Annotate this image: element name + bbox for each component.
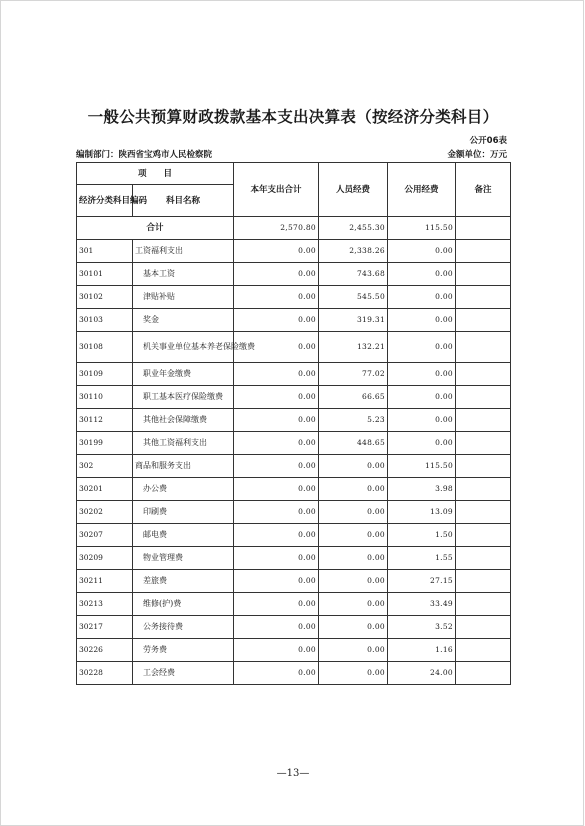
row-public: 3.98	[388, 478, 456, 501]
page-number: —13—	[276, 768, 310, 779]
table-row	[77, 501, 511, 524]
row-total: 0.00	[234, 501, 319, 524]
row-code: 30207	[77, 524, 133, 547]
row-remark	[456, 386, 511, 409]
document-title: 一般公共预算财政拨款基本支出决算表（按经济分类科目）	[87, 108, 499, 126]
row-name: 工资福利支出	[133, 240, 234, 263]
table-row	[77, 524, 511, 547]
row-personnel: 448.65	[319, 432, 388, 455]
row-remark	[456, 240, 511, 263]
row-total: 0.00	[234, 363, 319, 386]
row-name: 工会经费	[133, 662, 234, 685]
row-name: 维修(护)费	[133, 593, 234, 616]
row-remark	[456, 524, 511, 547]
row-total: 0.00	[234, 547, 319, 570]
row-code: 30202	[77, 501, 133, 524]
row-remark	[456, 309, 511, 332]
table-row	[77, 478, 511, 501]
total-personnel: 2,455.30	[319, 217, 388, 240]
row-personnel: 77.02	[319, 363, 388, 386]
row-personnel: 132.21	[319, 332, 388, 363]
row-personnel: 2,338.26	[319, 240, 388, 263]
row-code: 30110	[77, 386, 133, 409]
row-personnel: 0.00	[319, 547, 388, 570]
table-row	[77, 363, 511, 386]
row-remark	[456, 363, 511, 386]
table-row	[77, 309, 511, 332]
row-total: 0.00	[234, 593, 319, 616]
row-personnel: 743.68	[319, 263, 388, 286]
row-total: 0.00	[234, 432, 319, 455]
header-personnel: 人员经费	[319, 163, 388, 217]
row-remark	[456, 286, 511, 309]
row-name: 商品和服务支出	[133, 455, 234, 478]
meta-row	[76, 148, 510, 160]
row-public: 0.00	[388, 240, 456, 263]
row-personnel: 5.23	[319, 409, 388, 432]
row-public: 27.15	[388, 570, 456, 593]
row-name: 公务接待费	[133, 616, 234, 639]
row-total: 0.00	[234, 409, 319, 432]
row-total: 0.00	[234, 386, 319, 409]
row-personnel: 66.65	[319, 386, 388, 409]
table-row	[77, 639, 511, 662]
row-public: 0.00	[388, 363, 456, 386]
row-personnel: 0.00	[319, 616, 388, 639]
table-row	[77, 570, 511, 593]
row-personnel: 0.00	[319, 662, 388, 685]
table-row	[77, 409, 511, 432]
row-remark	[456, 662, 511, 685]
row-total: 0.00	[234, 240, 319, 263]
row-total: 0.00	[234, 263, 319, 286]
table-row	[77, 455, 511, 478]
row-personnel: 545.50	[319, 286, 388, 309]
row-public: 33.49	[388, 593, 456, 616]
row-remark	[456, 501, 511, 524]
row-personnel: 0.00	[319, 593, 388, 616]
row-remark	[456, 478, 511, 501]
total-amount: 2,570.80	[234, 217, 319, 240]
row-total: 0.00	[234, 478, 319, 501]
row-public: 0.00	[388, 386, 456, 409]
total-label: 合计	[77, 217, 234, 240]
row-public: 0.00	[388, 409, 456, 432]
table-row	[77, 616, 511, 639]
row-public: 1.55	[388, 547, 456, 570]
row-total: 0.00	[234, 616, 319, 639]
row-remark	[456, 639, 511, 662]
row-total: 0.00	[234, 662, 319, 685]
row-name: 基本工资	[133, 263, 234, 286]
table-row	[77, 240, 511, 263]
row-personnel: 319.31	[319, 309, 388, 332]
row-public: 0.00	[388, 432, 456, 455]
row-public: 0.00	[388, 263, 456, 286]
row-public: 13.09	[388, 501, 456, 524]
row-code: 30112	[77, 409, 133, 432]
row-personnel: 0.00	[319, 478, 388, 501]
row-public: 1.50	[388, 524, 456, 547]
row-name: 其他社会保障缴费	[133, 409, 234, 432]
header-item: 项 目	[77, 163, 234, 185]
row-personnel: 0.00	[319, 455, 388, 478]
row-total: 0.00	[234, 639, 319, 662]
row-code: 30103	[77, 309, 133, 332]
total-remark	[456, 217, 511, 240]
row-public: 1.16	[388, 639, 456, 662]
table-row	[77, 593, 511, 616]
row-public: 24.00	[388, 662, 456, 685]
row-code: 30209	[77, 547, 133, 570]
row-personnel: 0.00	[319, 524, 388, 547]
org-label: 编制部门：陕西省宝鸡市人民检察院	[76, 150, 213, 160]
row-total: 0.00	[234, 286, 319, 309]
row-personnel: 0.00	[319, 501, 388, 524]
row-public: 3.52	[388, 616, 456, 639]
row-name: 物业管理费	[133, 547, 234, 570]
header-name: 科目名称	[133, 185, 234, 217]
row-remark	[456, 332, 511, 363]
row-code: 30226	[77, 639, 133, 662]
row-remark	[456, 455, 511, 478]
row-code: 30108	[77, 332, 133, 363]
row-remark	[456, 263, 511, 286]
row-code: 30211	[77, 570, 133, 593]
row-public: 0.00	[388, 332, 456, 363]
row-code: 30102	[77, 286, 133, 309]
row-public: 115.50	[388, 455, 456, 478]
row-code: 30199	[77, 432, 133, 455]
row-code: 30217	[77, 616, 133, 639]
row-remark	[456, 570, 511, 593]
row-code: 302	[77, 455, 133, 478]
total-public: 115.50	[388, 217, 456, 240]
row-remark	[456, 616, 511, 639]
row-public: 0.00	[388, 286, 456, 309]
header-code: 经济分类科目编码	[77, 185, 133, 217]
table-row	[77, 286, 511, 309]
row-code: 301	[77, 240, 133, 263]
row-name: 职业年金缴费	[133, 363, 234, 386]
unit-label: 金额单位：万元	[447, 150, 507, 160]
row-name: 邮电费	[133, 524, 234, 547]
row-personnel: 0.00	[319, 570, 388, 593]
row-remark	[456, 593, 511, 616]
row-remark	[456, 409, 511, 432]
row-code: 30213	[77, 593, 133, 616]
header-total: 本年支出合计	[234, 163, 319, 217]
table-row	[77, 547, 511, 570]
table-row	[77, 332, 511, 363]
table-row	[77, 263, 511, 286]
row-name: 差旅费	[133, 570, 234, 593]
expenditure-table	[76, 162, 511, 685]
row-total: 0.00	[234, 524, 319, 547]
header-remark: 备注	[456, 163, 511, 217]
row-total: 0.00	[234, 455, 319, 478]
row-total: 0.00	[234, 332, 319, 363]
row-code: 30228	[77, 662, 133, 685]
row-remark	[456, 432, 511, 455]
table-row	[77, 432, 511, 455]
row-name: 机关事业单位基本养老保险缴费	[133, 332, 234, 363]
row-name: 办公费	[133, 478, 234, 501]
row-name: 印刷费	[133, 501, 234, 524]
row-public: 0.00	[388, 309, 456, 332]
header-public: 公用经费	[388, 163, 456, 217]
header-row	[77, 163, 511, 185]
row-name: 津贴补贴	[133, 286, 234, 309]
row-remark	[456, 547, 511, 570]
row-total: 0.00	[234, 309, 319, 332]
total-row	[77, 217, 511, 240]
row-code: 30109	[77, 363, 133, 386]
row-name: 其他工资福利支出	[133, 432, 234, 455]
table-row	[77, 386, 511, 409]
row-total: 0.00	[234, 570, 319, 593]
row-name: 劳务费	[133, 639, 234, 662]
row-code: 30201	[77, 478, 133, 501]
form-code: 公开06表	[469, 136, 507, 146]
row-personnel: 0.00	[319, 639, 388, 662]
row-name: 职工基本医疗保险缴费	[133, 386, 234, 409]
row-name: 奖金	[133, 309, 234, 332]
table-row	[77, 662, 511, 685]
row-code: 30101	[77, 263, 133, 286]
